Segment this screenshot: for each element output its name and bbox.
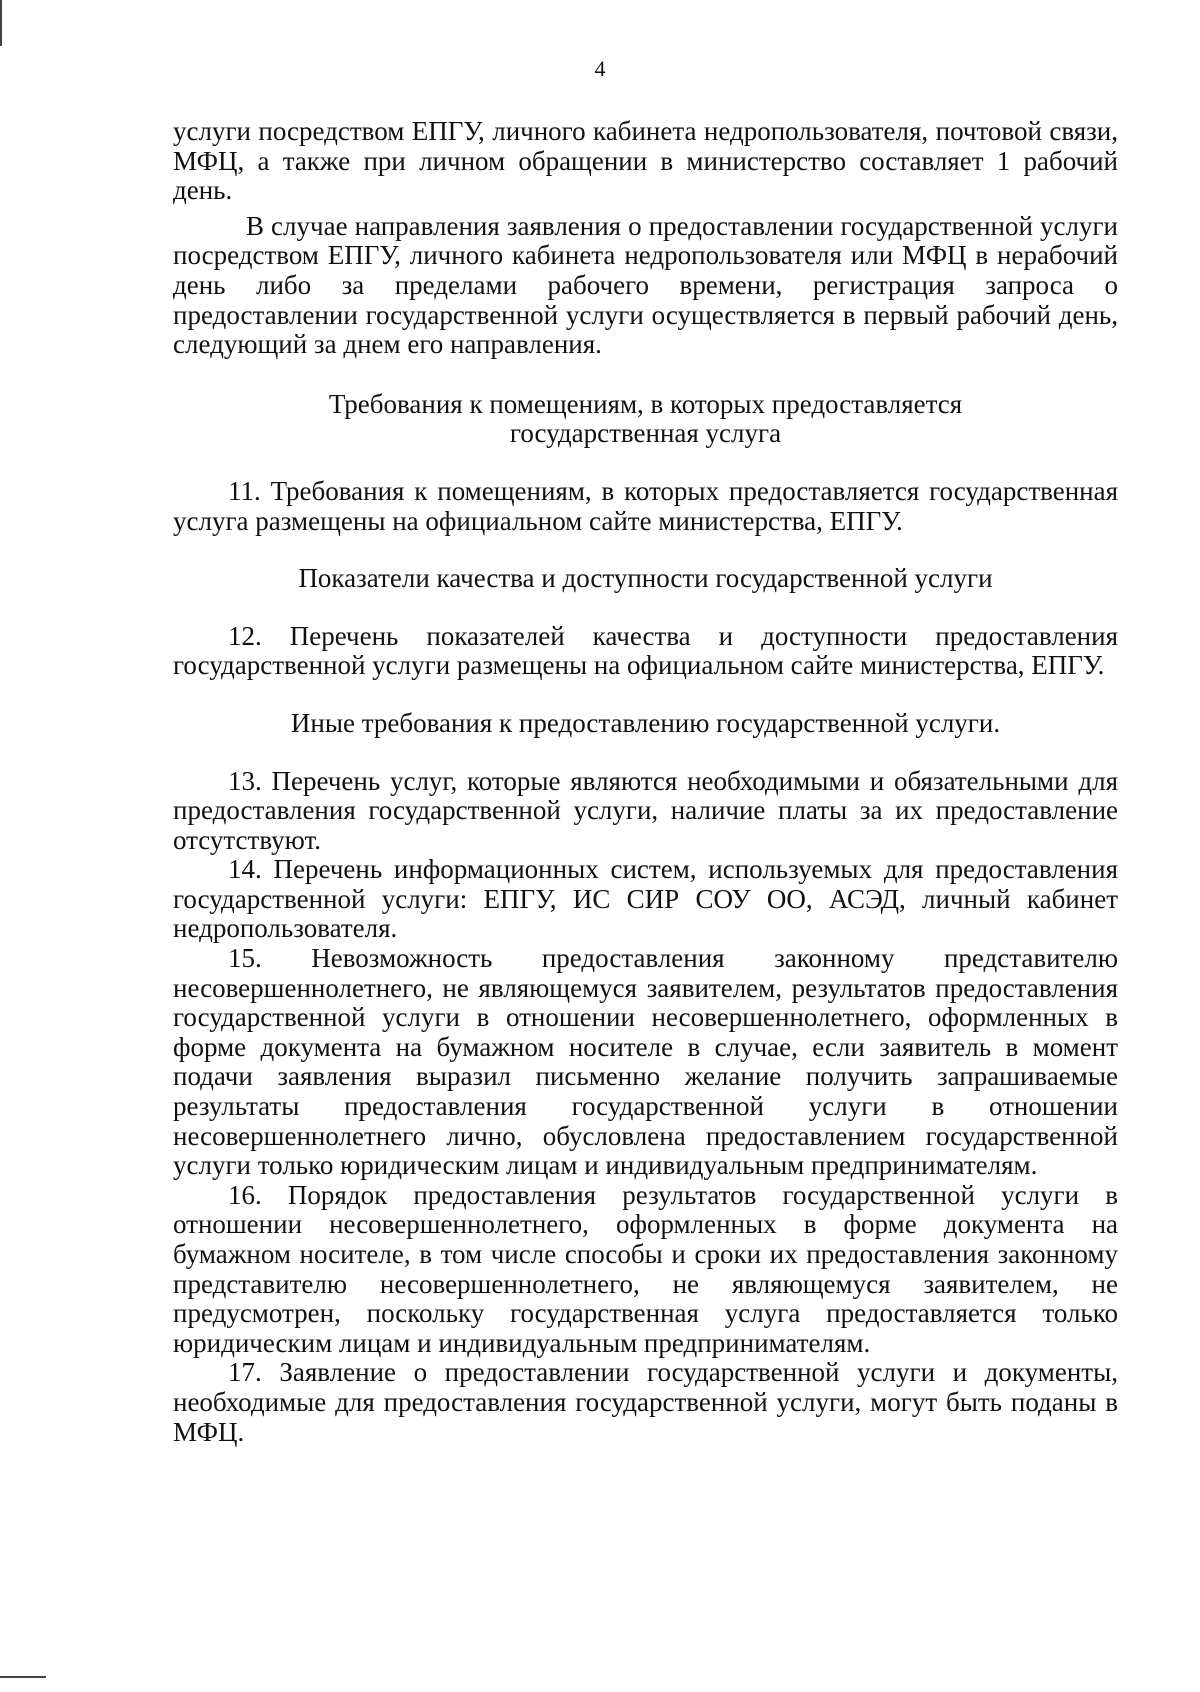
paragraph-registration: В случае направления заявления о предоставлении государственной услуги посредством ЕПГУ, личного кабинета недропользователя или МФЦ в нерабочий день либо за пределами рабочего времени, регистрация запроса о предоставлении государственной услуги осуществляется в первый рабочий день, следующий за днем его направления. <box>173 210 1118 360</box>
page-number: 4 <box>594 56 606 81</box>
paragraph-continued: услуги посредством ЕПГУ, личного кабинета недропользователя, почтовой связи, МФЦ, а также при личном обращении в министерство составляет 1 рабочий день. <box>173 116 1118 206</box>
scan-edge-mark <box>0 1676 46 1678</box>
section-heading-line: государственная услуга <box>509 418 782 449</box>
scan-edge-mark <box>0 0 2 46</box>
paragraph-item-13: 13. Перечень услуг, которые являются необходимыми и обязательными для предоставления государственной услуги, наличие платы за их предоставление отсутствуют. <box>173 765 1118 855</box>
section-heading-other-requirements: Иные требования к предоставлению государственной услуги. <box>290 707 1001 738</box>
paragraph-item-14: 14. Перечень информационных систем, используемых для предоставления государственной услуги: ЕПГУ, ИС СИР СОУ ОО, АСЭД, личный кабинет недропользователя. <box>173 854 1118 944</box>
paragraph-item-17: 17. Заявление о предоставлении государственной услуги и документы, необходимые для предоставления государственной услуги, могут быть поданы в МФЦ. <box>173 1357 1118 1447</box>
paragraph-item-15: 15. Невозможность предоставления законному представителю несовершеннолетнего, не являющемуся заявителем, результатов предоставления государственной услуги в отношении несовершеннолетнего, оформленных в форме документа на бумажном носителе в случае, если заявитель в момент подачи заявления выразил письменно желание получить запрашиваемые результаты предоставления государственной услуги в отношении несовершеннолетнего лично, обусловлена предоставлением государственной услуги только юридическим лицам и индивидуальным предпринимателям. <box>173 943 1118 1181</box>
paragraph-item-11: 11. Требования к помещениям, в которых предоставляется государственная услуга размещены на официальном сайте министерства, ЕПГУ. <box>173 475 1118 536</box>
section-heading-premises <box>173 390 1118 449</box>
section-heading-line: Требования к помещениям, в которых предоставляется <box>328 388 963 419</box>
section-heading-quality: Показатели качества и доступности государственной услуги <box>298 563 993 594</box>
paragraph-item-16: 16. Порядок предоставления результатов государственной услуги в отношении несовершеннолетнего, оформленных в форме документа на бумажном носителе, в том числе способы и сроки их предоставления законному представителю несовершеннолетнего, не являющемуся заявителем, не предусмотрен, поскольку государственная услуга предоставляется только юридическим лицам и индивидуальным предпринимателям. <box>173 1179 1118 1358</box>
document-body <box>173 117 1118 1447</box>
paragraph-item-12: 12. Перечень показателей качества и доступности предоставления государственной услуги размещены на официальном сайте министерства, ЕПГУ. <box>173 620 1118 681</box>
